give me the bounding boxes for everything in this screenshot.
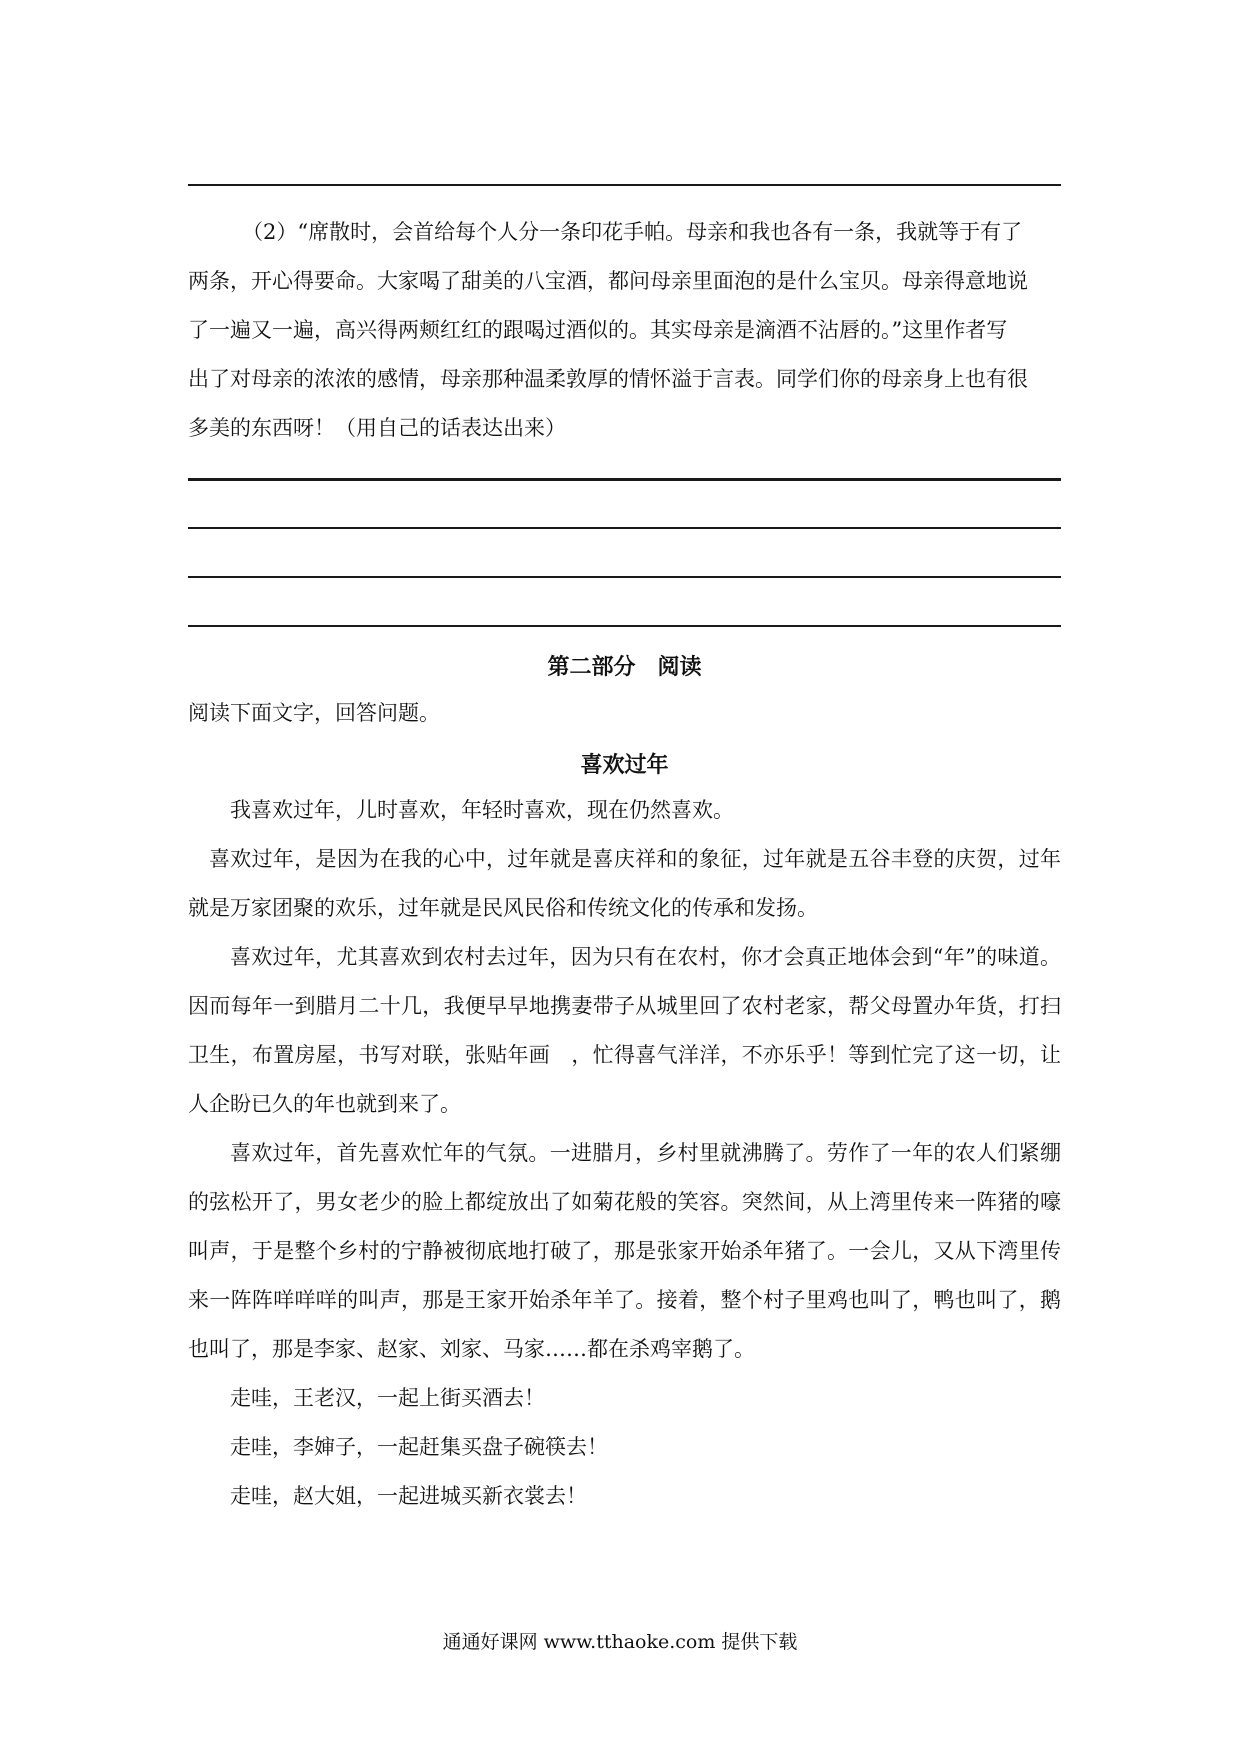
article-paragraph: 我喜欢过年，儿时喜欢，年轻时喜欢，现在仍然喜欢。 — [230, 798, 734, 822]
article-paragraph: 走哇，赵大姐，一起进城买新衣裳去！ — [230, 1484, 587, 1508]
article-body — [188, 786, 1061, 1521]
article-paragraph: 走哇，李婶子，一起赶集买盘子碗筷去！ — [230, 1435, 608, 1459]
answer-line — [188, 184, 1061, 186]
question-2-line: 出了对母亲的浓浓的感情，母亲那种温柔敦厚的情怀溢于言表。同学们你的母亲身上也有很 — [188, 367, 1028, 391]
article-paragraph: 喜欢过年，是因为在我的心中，过年就是喜庆祥和的象征，过年就是五谷丰登的庆贺，过年就是万家团聚的欢乐，过年就是民风民俗和传统文化的传承和发扬。 — [188, 847, 1061, 920]
article-paragraph: 走哇，王老汉，一起上街买酒去！ — [230, 1386, 545, 1410]
question-2-line: 两条，开心得要命。大家喝了甜美的八宝酒，都问母亲里面泡的是什么宝贝。母亲得意地说 — [188, 269, 1028, 293]
answer-line — [188, 625, 1061, 627]
section-instruction: 阅读下面文字，回答问题。 — [188, 701, 440, 725]
article-paragraph: 喜欢过年，尤其喜欢到农村去过年，因为只有在农村，你才会真正地体会到“年”的味道。因而每年一到腊月二十几，我便早早地携妻带子从城里回了农村老家，帮父母置办年货，打扫卫生，布置房屋，书写对联，张贴年画 ，忙得喜气洋洋，不亦乐乎！等到忙完了这一切，让人企盼已久的年也就到来了。 — [188, 945, 1061, 1116]
answer-line — [188, 576, 1061, 578]
answer-line — [188, 527, 1061, 529]
page-footer: 通通好课网 www.tthaoke.com 提供下载 — [442, 1631, 798, 1653]
section-title: 第二部分 阅读 — [547, 655, 702, 680]
question-2-line: （2）“席散时，会首给每个人分一条印花手帕。母亲和我也各有一条，我就等于有了 — [242, 220, 1023, 244]
question-2-line: 多美的东西呀！（用自己的话表达出来） — [188, 416, 566, 440]
article-paragraph: 喜欢过年，首先喜欢忙年的气氛。一进腊月，乡村里就沸腾了。劳作了一年的农人们紧绷的弦松开了，男女老少的脸上都绽放出了如菊花般的笑容。突然间，从上湾里传来一阵猪的嚎叫声，于是整个乡村的宁静被彻底地打破了，那是张家开始杀年猪了。一会儿，又从下湾里传来一阵阵咩咩咩的叫声，那是王家开始杀年羊了。接着，整个村子里鸡也叫了，鸭也叫了，鹅也叫了，那是李家、赵家、刘家、马家……都在杀鸡宰鹅了。 — [188, 1141, 1061, 1361]
article-title: 喜欢过年 — [580, 753, 669, 778]
answer-line — [188, 478, 1061, 481]
question-2-line: 了一遍又一遍，高兴得两颊红红的跟喝过酒似的。其实母亲是滴酒不沾唇的。”这里作者写 — [188, 318, 1008, 342]
question-2 — [188, 208, 1061, 453]
